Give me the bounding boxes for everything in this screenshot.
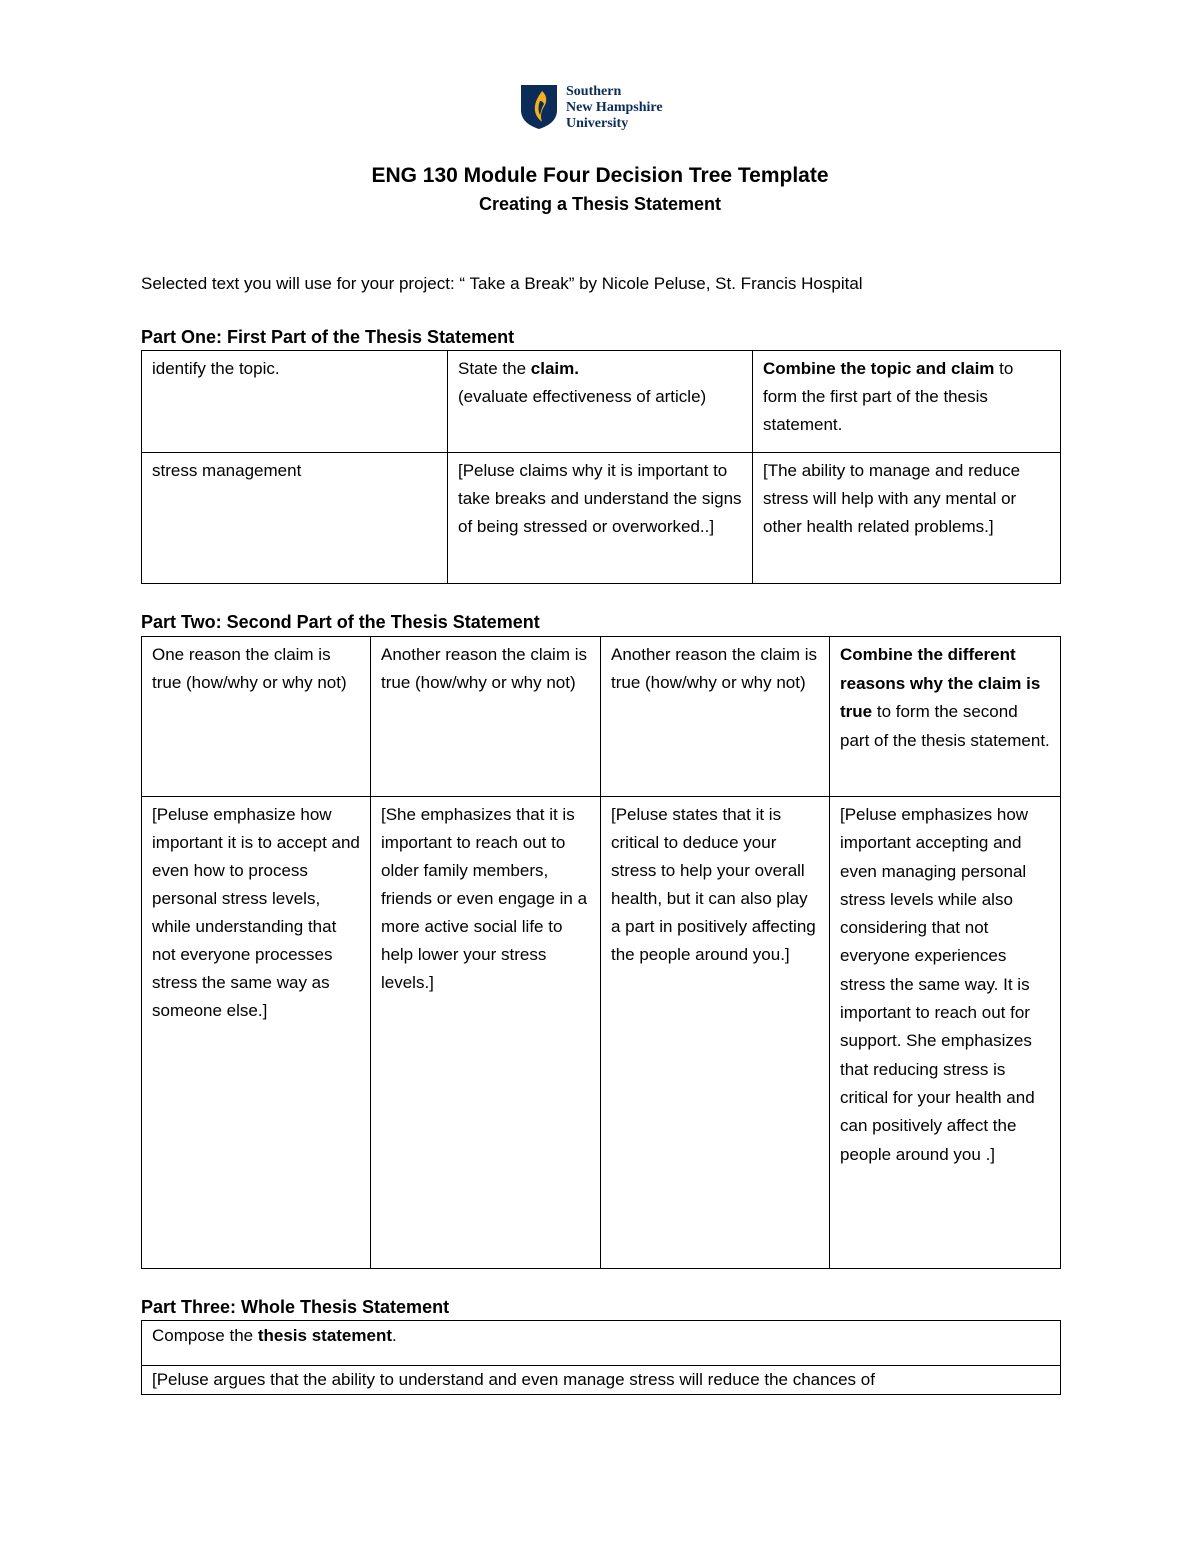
table-cell [448,453,753,584]
combine-reasons-prompt-bold: Combine the different reasons why the claim is true [840,645,1041,721]
table-row [142,453,1061,584]
logo-line-3: University [566,116,629,131]
combine-prompt-bold: Combine the topic and claim [763,359,995,378]
table-row [142,637,1061,797]
table-cell [142,797,371,1269]
table-row [142,1366,1061,1395]
table-cell [371,637,601,797]
combine-prompt: to form the first part of the thesis statement. [763,359,1014,434]
shield-flame-icon [520,84,558,130]
table-row [142,797,1061,1269]
reason-two-answer: [She emphasizes that it is important to reach out to older family members, friends or even engage in a more active social life to help lower your stress levels.] [381,805,588,992]
table-cell [753,453,1061,584]
table-cell [753,351,1061,453]
reason-one-prompt: One reason the claim is true (how/why or why not) [152,645,347,692]
table-cell [142,637,371,797]
selected-text-line: Selected text you will use for your project: “ Take a Break” by Nicole Peluse, St. Francis Hospital [141,274,863,293]
table-cell [142,1366,1061,1395]
document-title: ENG 130 Module Four Decision Tree Template [371,164,829,187]
reason-two-prompt: Another reason the claim is true (how/why or why not) [381,645,587,692]
table-row [142,1321,1061,1366]
reason-one-answer: [Peluse emphasize how important it is to accept and even how to process personal stress levels, while understanding that not everyone processes stress the same way as someone else.] [152,805,360,1020]
table-cell [142,1321,1061,1366]
table-row [142,351,1061,453]
logo-line-1: Southern [566,84,622,99]
topic-prompt: identify the topic. [152,359,280,378]
part-one-table [141,350,1061,584]
university-name [566,84,663,132]
combine-reasons-prompt: to form the second part of the thesis statement. [840,702,1050,750]
claim-prompt-bold: claim. [530,359,579,378]
claim-prompt-note: (evaluate effectiveness of article) [458,387,707,406]
table-cell [830,797,1061,1269]
thesis-prompt-end: . [392,1326,397,1345]
reason-three-answer: [Peluse states that it is critical to deduce your stress to help your overall health, but it can also play a part in positively affecting the people around you.] [611,805,816,964]
reason-three-prompt: Another reason the claim is true (how/why or why not) [611,645,817,692]
combined-answer: [The ability to manage and reduce stress will help with any mental or other health related problems.] [763,461,1021,536]
table-cell [601,637,830,797]
logo-line-2: New Hampshire [566,100,663,115]
document-subtitle: Creating a Thesis Statement [478,194,722,214]
snhu-logo [520,84,663,132]
thesis-answer: [Peluse argues that the ability to understand and even manage stress will reduce the chances of [152,1370,875,1389]
table-cell [601,797,830,1269]
part-one-heading: Part One: First Part of the Thesis Statement [141,327,515,347]
thesis-prompt: Compose the [152,1326,258,1345]
combined-reasons-answer: [Peluse emphasizes how important accepting and even managing personal stress levels while also considering that not everyone experiences stress the same way. It is important to reach out for support. She emphasizes that reducing stress is critical for your health and can positively affect the people around you .] [840,805,1035,1164]
claim-answer: [Peluse claims why it is important to take breaks and understand the signs of being stressed or overworked..] [458,461,742,536]
topic-answer: stress management [152,461,302,480]
table-cell [448,351,753,453]
part-three-table [141,1320,1061,1395]
table-cell [830,637,1061,797]
table-cell [142,351,448,453]
table-cell [371,797,601,1269]
part-two-table [141,636,1061,1269]
table-cell [142,453,448,584]
part-three-heading: Part Three: Whole Thesis Statement [141,1297,450,1317]
thesis-prompt-bold: thesis statement [257,1326,393,1345]
part-two-heading: Part Two: Second Part of the Thesis Statement [141,612,540,632]
claim-prompt: State the [458,359,531,378]
